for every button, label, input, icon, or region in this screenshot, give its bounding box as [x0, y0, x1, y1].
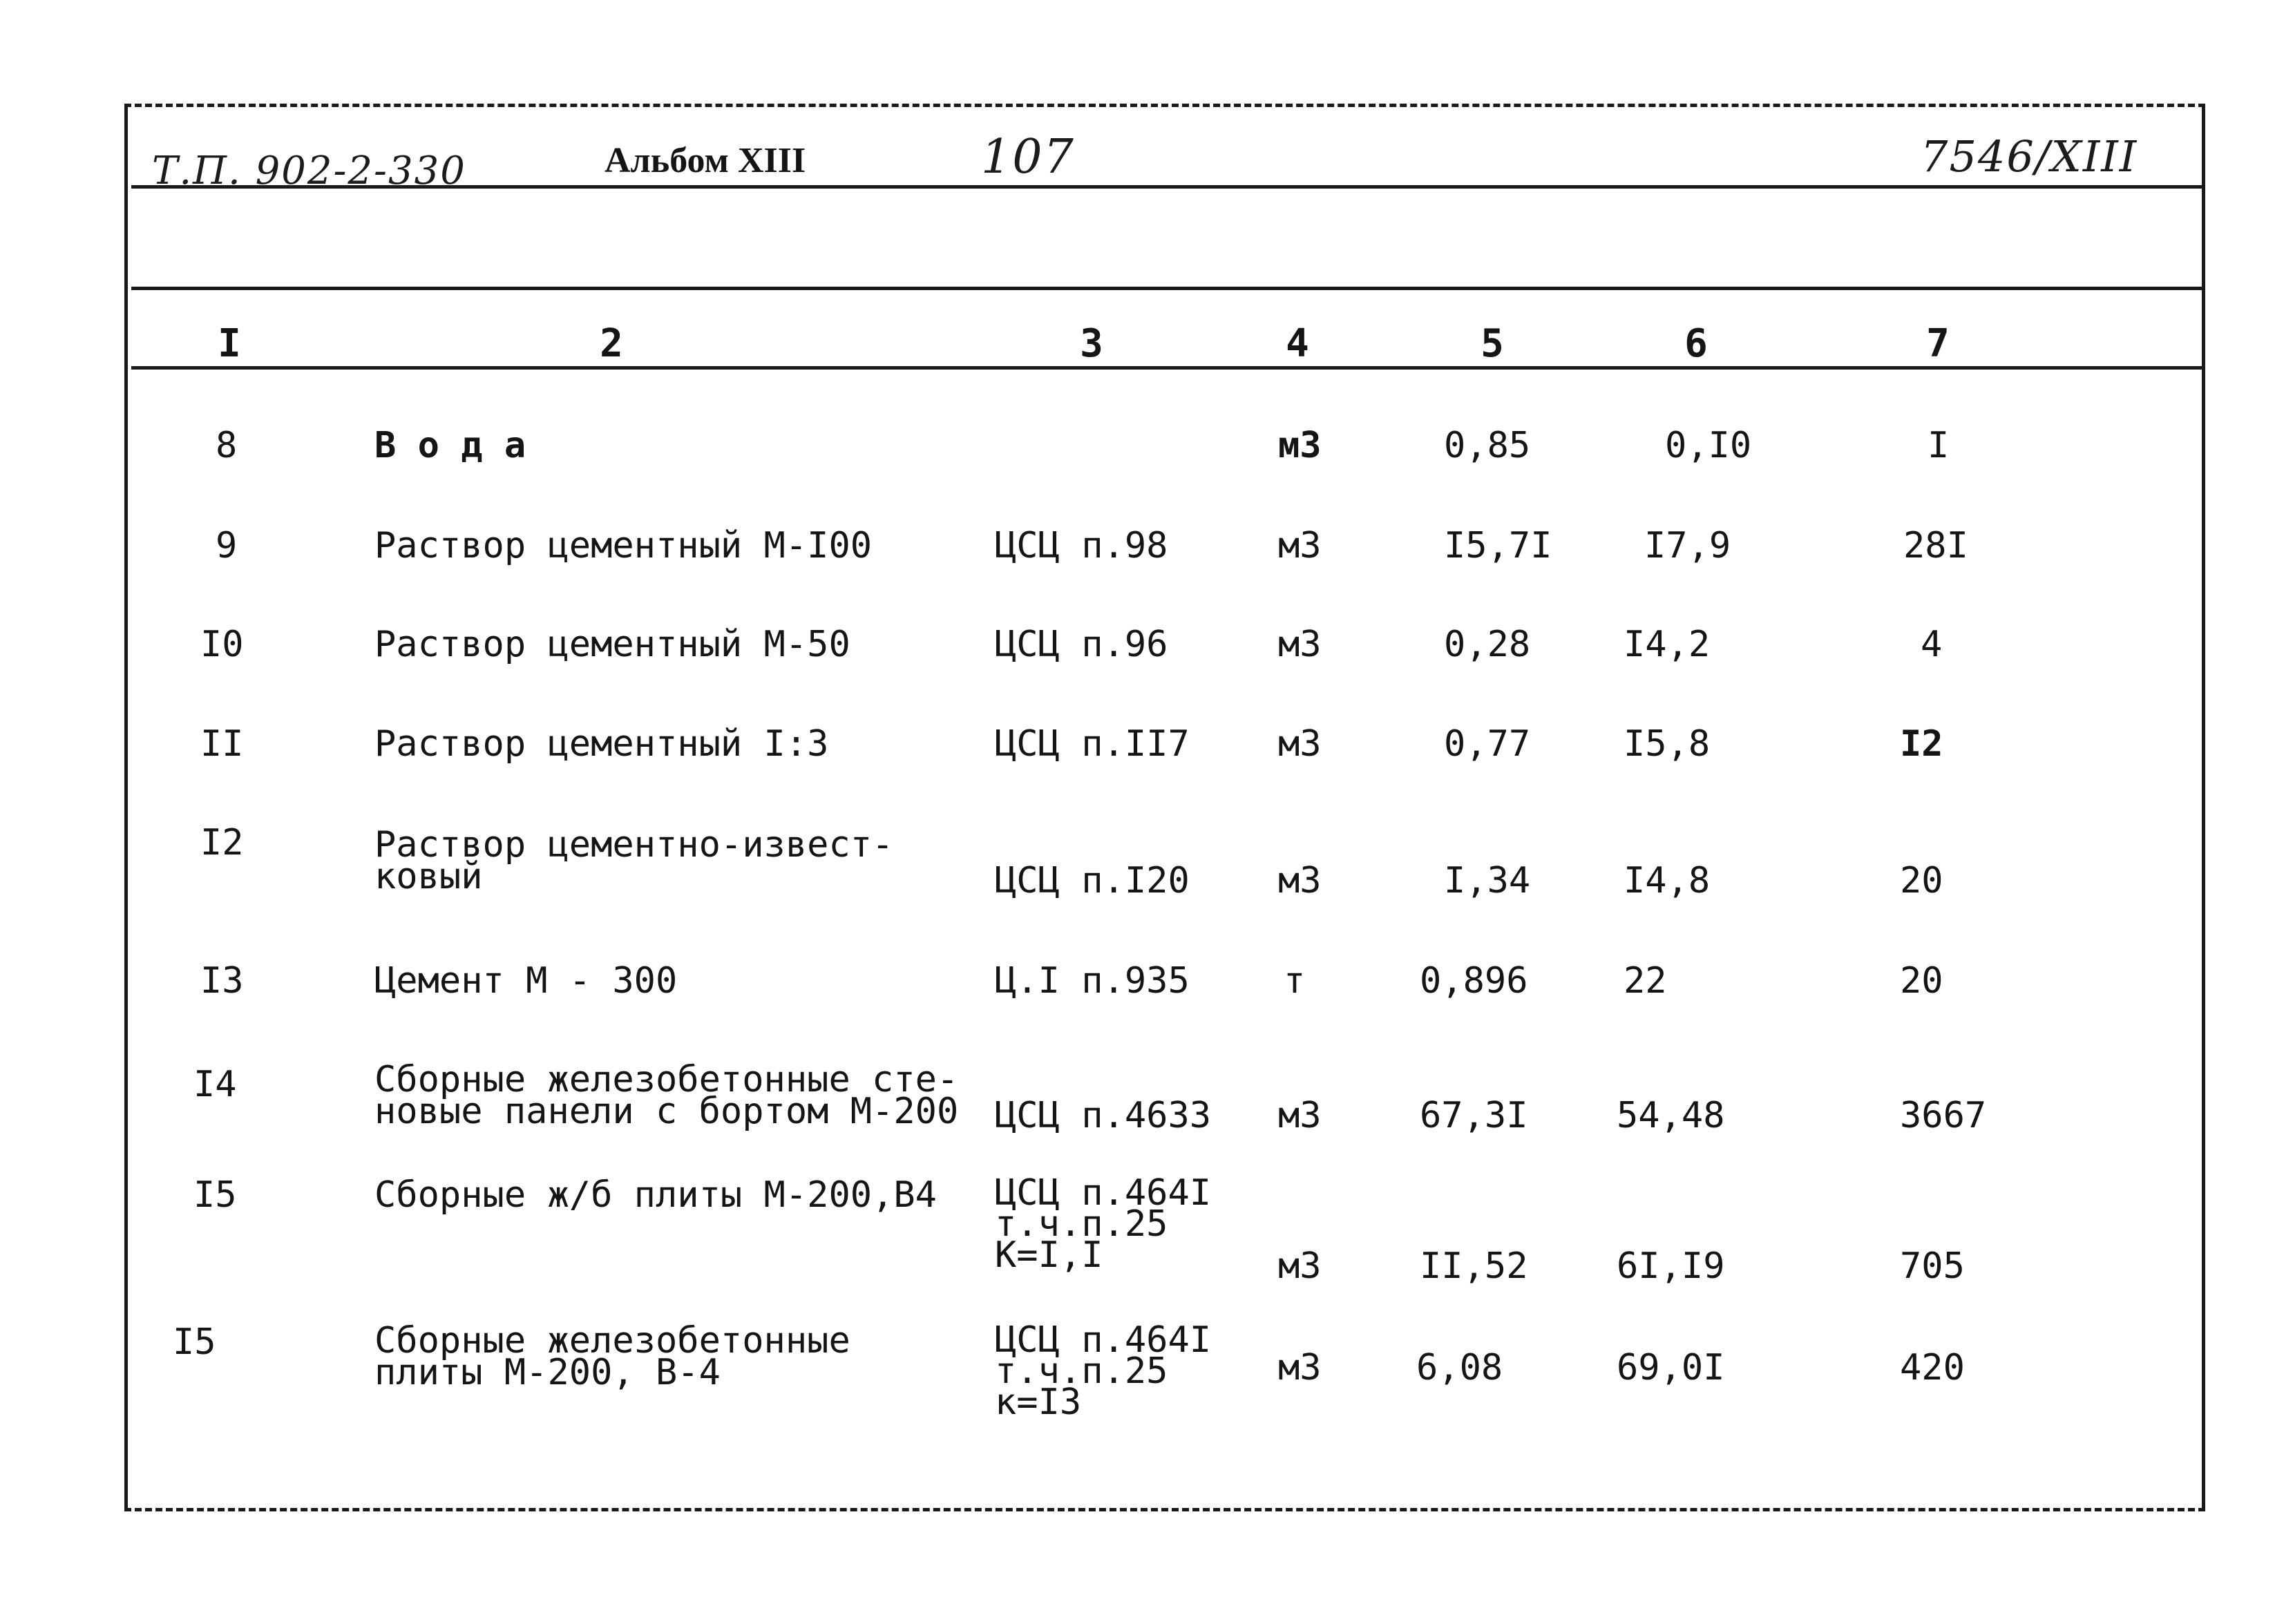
item-quantity: 6,08	[1416, 1347, 1503, 1388]
item-reference: Ц.I п.935	[995, 960, 1190, 1002]
item-unit: м3	[1278, 624, 1322, 665]
item-quantity: 0,28	[1444, 624, 1531, 665]
row-number: I3	[200, 960, 244, 1002]
row-number: 9	[216, 525, 238, 566]
item-name: Цемент М - 300	[374, 960, 678, 1002]
item-price: I4,2	[1624, 624, 1711, 665]
project-code: Т.П. 902-2-330	[152, 149, 466, 193]
col-header-5: 5	[1481, 321, 1504, 366]
item-quantity: I,34	[1444, 860, 1531, 901]
col-header-4: 4	[1286, 321, 1309, 366]
page-frame	[124, 104, 2205, 1511]
item-price: I7,9	[1644, 525, 1731, 566]
item-total: 705	[1900, 1245, 1965, 1287]
item-total: 4	[1921, 624, 1943, 665]
item-name: Раствор цементный М-I00	[374, 525, 873, 566]
col-header-7: 7	[1926, 321, 1950, 366]
item-price: 69,0I	[1617, 1347, 1725, 1388]
item-price: I5,8	[1624, 723, 1711, 765]
item-name: Сборные ж/б плиты М-200,В4	[374, 1174, 937, 1216]
item-unit: т	[1284, 960, 1306, 1002]
item-name: Раствор цементный М-50	[374, 624, 850, 665]
row-number: I5	[193, 1174, 237, 1216]
item-reference: ЦСЦ п.464I т.ч.п.25 к=I3	[995, 1319, 1212, 1423]
item-reference: ЦСЦ п.4633	[995, 1095, 1212, 1136]
item-price: 0,I0	[1665, 425, 1752, 466]
item-price: 54,48	[1617, 1095, 1725, 1136]
item-unit: м3	[1278, 1095, 1322, 1136]
item-quantity: 0,77	[1444, 723, 1531, 765]
album-label: Альбом XIII	[605, 141, 806, 180]
col-header-6: 6	[1684, 321, 1708, 366]
item-quantity: 0,85	[1444, 425, 1531, 466]
item-quantity: 67,3I	[1420, 1095, 1528, 1136]
item-total: 420	[1900, 1347, 1965, 1388]
item-name: В о д а	[374, 425, 526, 466]
col-header-1: I	[218, 321, 241, 366]
col-header-2: 2	[600, 321, 623, 366]
item-unit: м3	[1278, 1347, 1322, 1388]
row-number: II	[200, 723, 244, 765]
item-price: I4,8	[1624, 860, 1711, 901]
item-name: Раствор цементно-извест- ковый	[374, 824, 894, 897]
row-number: I2	[200, 822, 244, 863]
item-reference: ЦСЦ п.I20	[995, 860, 1190, 901]
page-number: 107	[981, 130, 1075, 184]
item-unit: м3	[1278, 1245, 1322, 1287]
item-total: 20	[1900, 860, 1943, 901]
column-header-rule	[131, 366, 2204, 370]
item-total: I2	[1900, 723, 1943, 765]
item-total: 3667	[1900, 1095, 1987, 1136]
item-unit: м3	[1278, 525, 1322, 566]
item-name: Сборные железобетонные сте- новые панели с бортом М-200	[374, 1059, 959, 1132]
item-total: I	[1928, 425, 1950, 466]
registry-number: 7546/XIII	[1921, 131, 2138, 182]
row-number: I0	[200, 624, 244, 665]
col-header-3: 3	[1080, 321, 1103, 366]
item-quantity: I5,7I	[1444, 525, 1552, 566]
item-total: 20	[1900, 960, 1943, 1002]
item-name: Сборные железобетонные плиты М-200, В-4	[374, 1320, 850, 1393]
item-reference: ЦСЦ п.98	[995, 525, 1168, 566]
item-reference: ЦСЦ п.96	[995, 624, 1168, 665]
item-unit: м3	[1278, 723, 1322, 765]
item-total: 28I	[1903, 525, 1968, 566]
item-price: 22	[1624, 960, 1667, 1002]
row-number: I4	[193, 1064, 237, 1105]
item-unit: м3	[1278, 425, 1322, 466]
item-name: Раствор цементный I:3	[374, 723, 829, 765]
row-number: I5	[173, 1321, 216, 1363]
item-quantity: II,52	[1420, 1245, 1528, 1287]
item-reference: ЦСЦ п.464I т.ч.п.25 К=I,I	[995, 1172, 1212, 1276]
item-reference: ЦСЦ п.II7	[995, 723, 1190, 765]
row-number: 8	[216, 425, 238, 466]
item-price: 6I,I9	[1617, 1245, 1725, 1287]
item-unit: м3	[1278, 860, 1322, 901]
table-top-rule	[131, 287, 2204, 290]
item-quantity: 0,896	[1420, 960, 1528, 1002]
